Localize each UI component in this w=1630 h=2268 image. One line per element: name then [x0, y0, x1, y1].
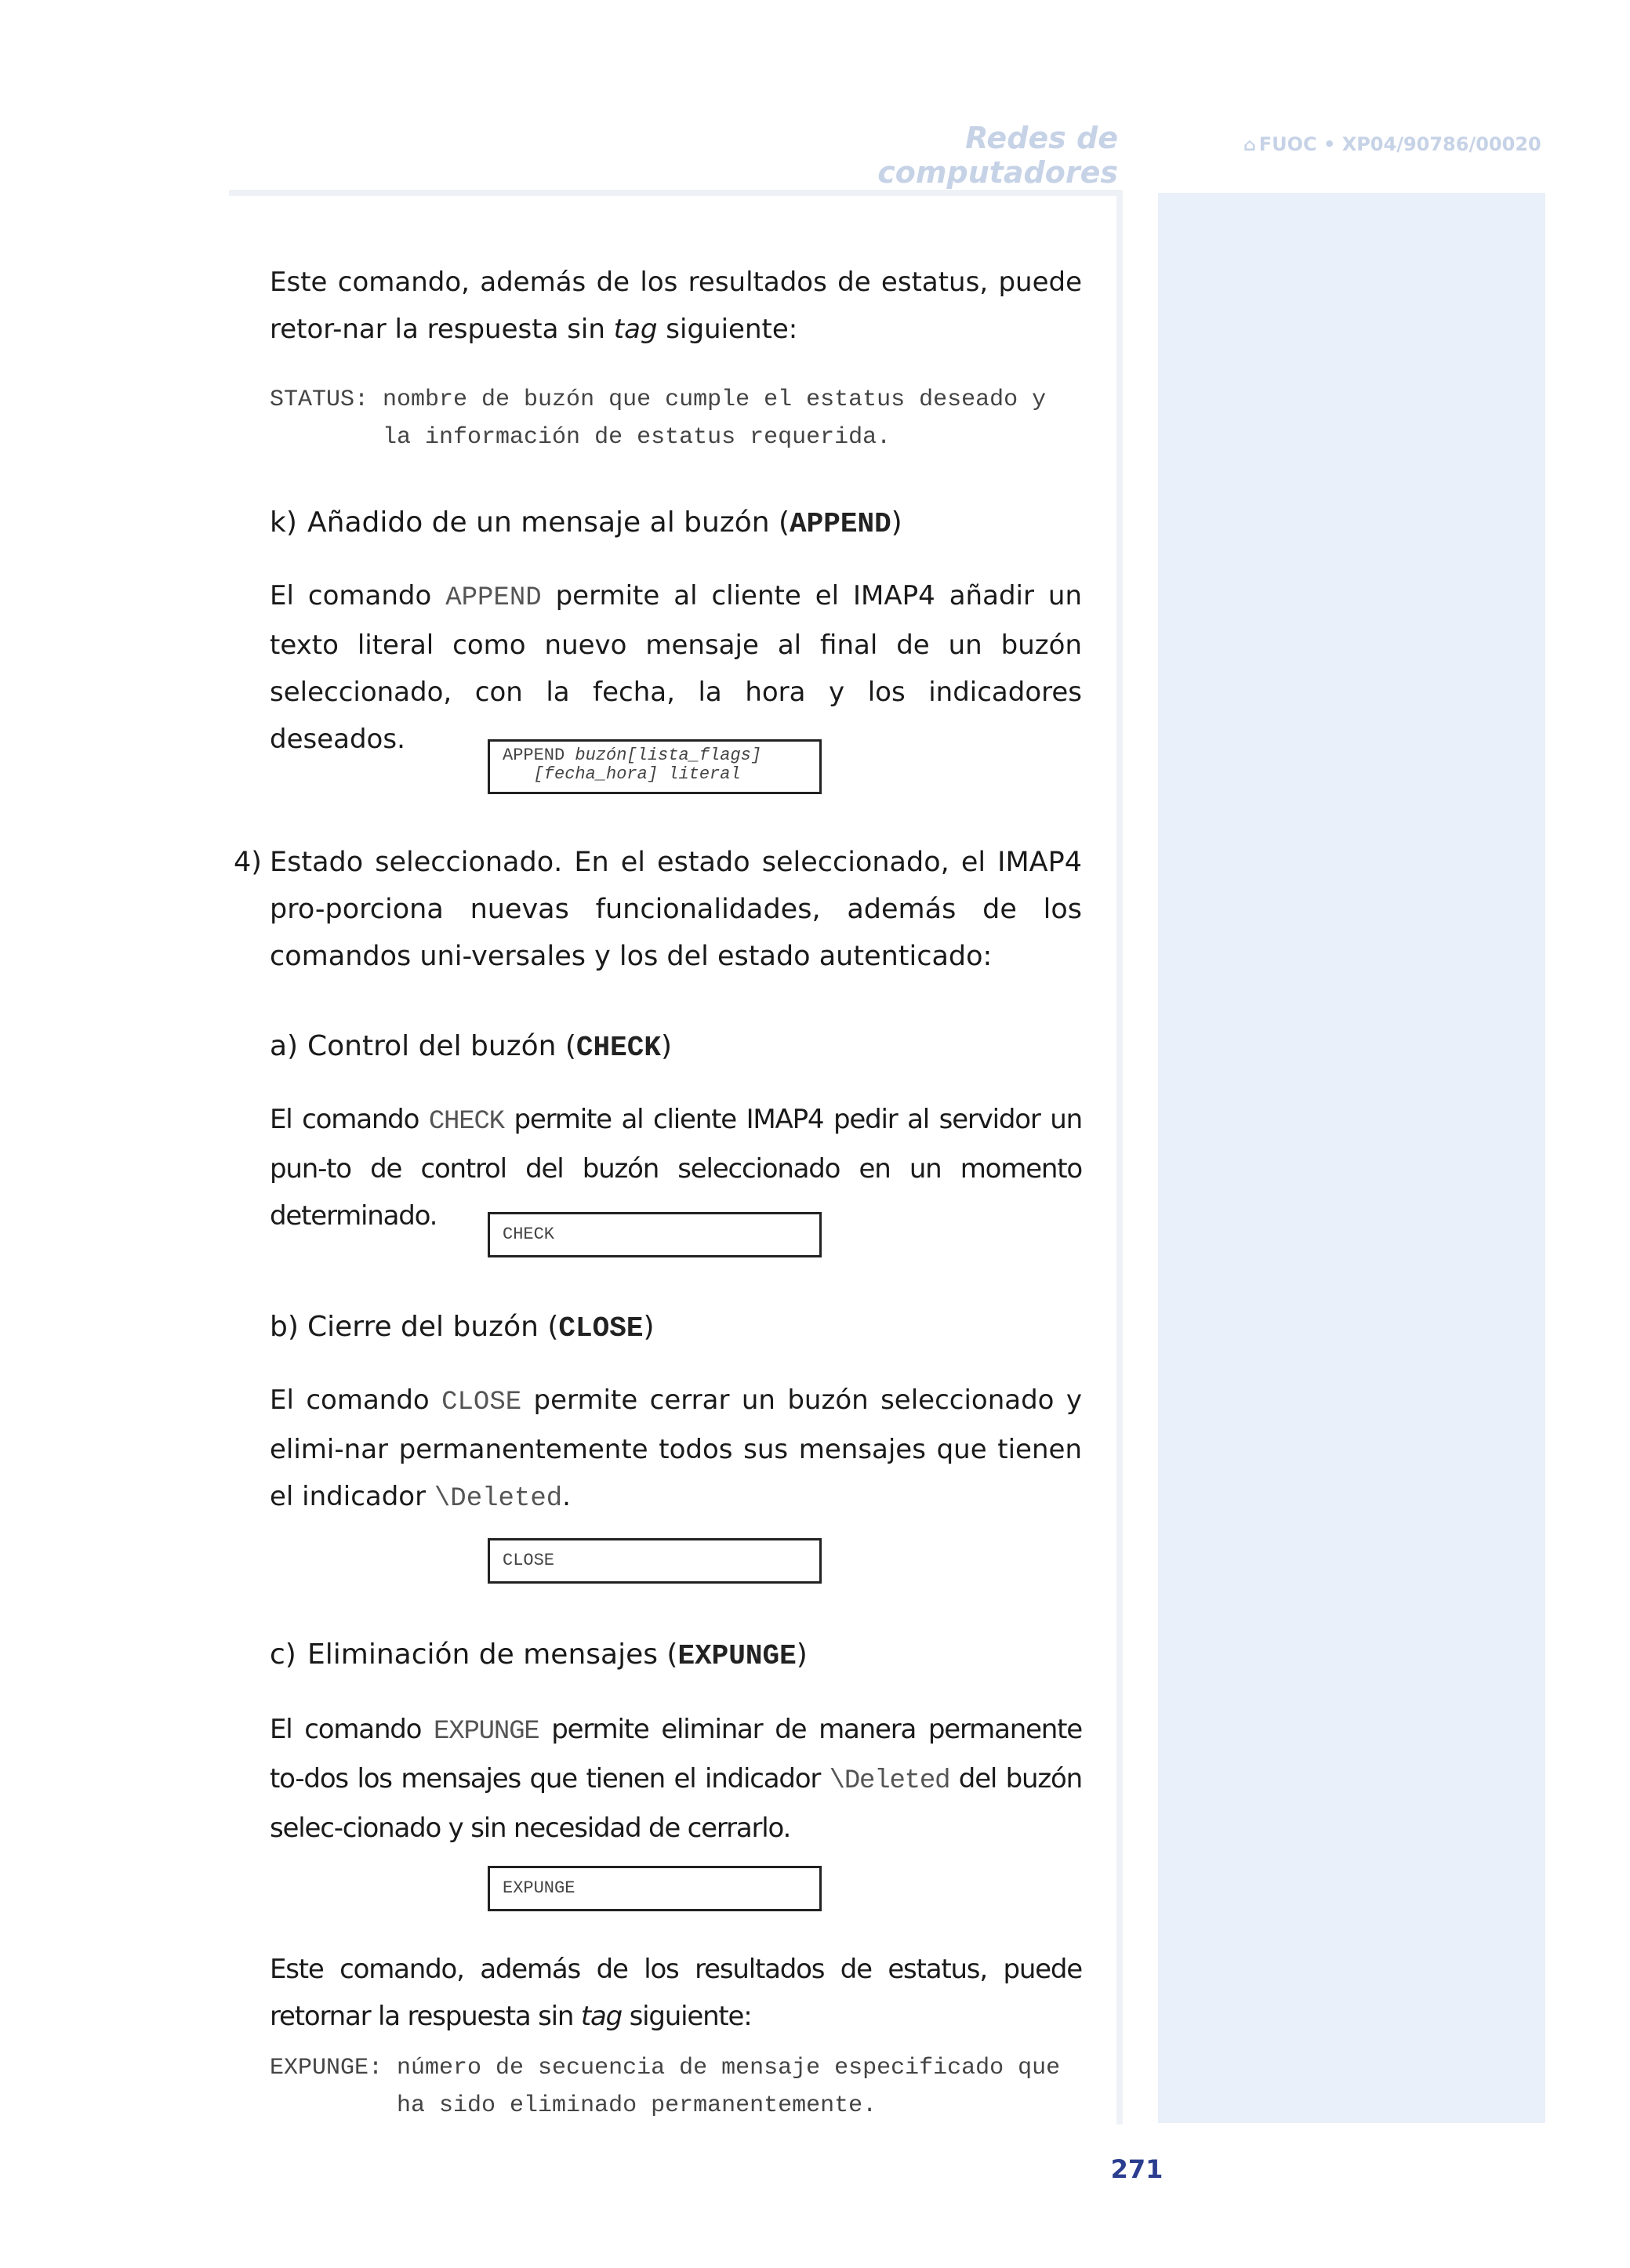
annotations-margin [1158, 193, 1545, 2123]
running-header-title: Redes de computadores [877, 121, 1118, 190]
section-b-heading: b) Cierre del buzón (CLOSE) [270, 1311, 655, 1344]
running-header-reference [1243, 133, 1541, 155]
append-command-box [488, 739, 822, 794]
section-c-heading: c) Eliminación de mensajes (EXPUNGE) [270, 1638, 808, 1672]
expunge-syntax: EXPUNGE [503, 1878, 575, 1898]
expunge-command-box [488, 1866, 822, 1911]
append-paragraph: El comando APPEND permite al cliente el IMAP4 añadir un texto literal como nuevo mensaje al final de un buzón seleccionado, con la fecha, la hora y los indicadores deseados. [270, 580, 1082, 755]
section-a-heading: a) Control del buzón (CHECK) [270, 1030, 672, 1064]
check-paragraph: El comando CHECK permite al cliente IMAP4 pedir al servidor un pun-to de control del buzón seleccionado en un momento determinado. [270, 1104, 1082, 1232]
text-frame-right-rule [1116, 190, 1123, 2125]
close-syntax: CLOSE [503, 1551, 555, 1570]
check-syntax: CHECK [503, 1225, 555, 1244]
append-syntax: APPEND buzón[lista_flags] [fecha_hora] literal [503, 746, 762, 784]
item-4-paragraph: 4) Estado seleccionado. En el estado seleccionado, el IMAP4 pro-porciona nuevas funcionalidades, además de los comandos uni-versales y los del estado autenticado: [234, 847, 1082, 972]
close-command-box [488, 1538, 822, 1584]
expunge-intro-paragraph: Este comando, además de los resultados de estatus, puede retornar la respuesta sin tag siguiente: [270, 1954, 1082, 2032]
status-response-code: STATUS: nombre de buzón que cumple el estatus deseado y la información de estatus requerida. [270, 386, 1047, 451]
text-frame-top-rule [229, 190, 1123, 196]
status-intro-paragraph: Este comando, además de los resultados de estatus, puede retor-nar la respuesta sin tag siguiente: [270, 267, 1082, 345]
page-number: 271 [1110, 2154, 1164, 2184]
fuoc-logo-icon: ⌂ [1243, 136, 1256, 155]
section-k-heading: k) Añadido de un mensaje al buzón (APPEND) [270, 506, 902, 540]
document-code: FUOC • XP04/90786/00020 [1258, 133, 1541, 155]
check-command-box [488, 1212, 822, 1257]
expunge-paragraph: El comando EXPUNGE permite eliminar de manera permanente to-dos los mensajes que tienen el indicador \Deleted del buzón selec-cionado y sin necesidad de cerrarlo. [270, 1714, 1083, 1844]
annotations-label: ANOTACIONES [1541, 1490, 1630, 2125]
expunge-response-code: EXPUNGE: número de secuencia de mensaje especificado que ha sido eliminado permanentemente. [270, 2055, 1061, 2119]
close-paragraph: El comando CLOSE permite cerrar un buzón seleccionado y elimi-nar permanentemente todos sus mensajes que tienen el indicador \Deleted. [270, 1384, 1082, 1514]
